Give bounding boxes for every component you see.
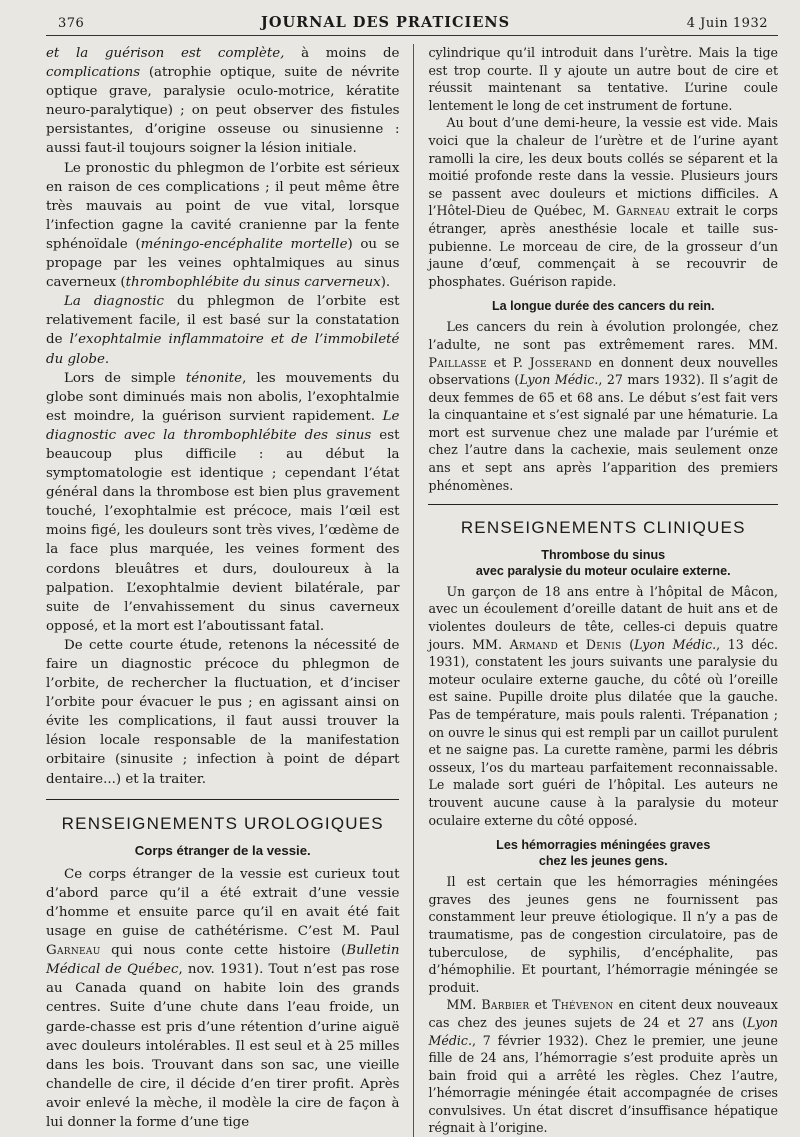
italic-span: Lyon Médic.	[519, 372, 599, 388]
text-run: ).	[380, 275, 391, 291]
text-run: cylindrique qu’il introduit dans l’urètre. Mais la tige est trop courte. Il y ajoute un autre bout de cire et réussit maintenant sa tentative. L’urine coule lentement le long de cet instrument de fortune.	[428, 45, 778, 113]
italic-span: thrombophlébite du sinus carverneux	[125, 275, 381, 291]
article-title-hemorragies	[428, 837, 778, 869]
text-run: extrait le corps étranger, après anesthésie locale et taille sus-pubienne. Le morceau de cire, de la grosseur d’un jaune d’œuf, commençait à se recouvrir de phosphates. Guérison rapide.	[428, 203, 779, 289]
article-title-line: chez les jeunes gens.	[538, 854, 668, 869]
text-run: , 13 déc. 1931), constatent les jours suivants une paralysie du moteur oculaire externe gauche, du côté où l’oreille est saine. Pupille droite plus dilatée que la gauche. Pas de température, mais pouls ralenti. Trépanation ; on ouvre le sinus qui est rempli par un caillot purulent et ne saigne pas. La curette ramène, parmi les débris osseux, l’os du marteau parfaitement reconnaissable. Le malade sort guéri de l’hôpital. Les auteurs ne trouvent aucune cause à la paralysie du moteur oculaire externe du côté opposé.	[428, 636, 778, 828]
author-name: Barbier	[481, 997, 530, 1013]
section-title-cliniques: RENSEIGNEMENTS CLINIQUES	[460, 518, 746, 538]
italic-span: l’exophtalmie inflammatoire et de l’immobileté du globe.	[46, 332, 400, 367]
two-column-body	[46, 44, 778, 1137]
text-run: en donnent deux nouvelles observations (	[428, 354, 778, 388]
article-title-cancers-rein: La longue durée des cancers du rein.	[491, 299, 715, 314]
text-run: Un garçon de 18 ans entre à l’hôpital de Mâcon, avec un écoulement d’oreille datant de huit ans et de violentes douleurs de tête, celles-ci depuis quatre jours. MM.	[428, 583, 778, 652]
text-run: et	[529, 997, 553, 1013]
article-title-thrombose	[428, 547, 778, 579]
page-number: 376	[58, 16, 85, 31]
text-run: à moins de	[284, 46, 400, 61]
text-run: qui nous conte cette histoire (	[100, 943, 347, 959]
paragraph	[46, 159, 399, 293]
text-run: (	[621, 636, 635, 652]
section-rule	[428, 504, 778, 505]
text-run: (atrophie optique, suite de névrite optique grave, paralysie oculo-motrice, kératite neuro-paralytique) ; on peut observer des fistules persistantes, d’origine osseuse ou sinusienne : aussi faut-il toujours soigner la lésion initiale.	[46, 65, 400, 157]
right-column	[420, 44, 778, 1137]
italic-span: complications	[46, 65, 141, 81]
author-name: Garneau	[46, 943, 101, 959]
section-title-urologiques: RENSEIGNEMENTS UROLOGIQUES	[61, 813, 384, 833]
text-run: , nov. 1931). Tout n’est pas rose au Canada quand on habite loin des grands centres. Suite d’une chute dans l’eau froide, un garde-chasse est pris d’une rétention d’urine aiguë avec douleurs intolérables. Il est seul et à 25 milles dans les bois. Trouvant dans son sac, une vieille chandelle de cire, il décide d’en tirer profit. Après avoir enlevé la mèche, il modèle la cire de façon à lui donner la forme d’une tige	[46, 962, 400, 1130]
text-run: et	[558, 636, 586, 652]
author-name: Paillasse	[428, 354, 487, 370]
left-column	[46, 44, 407, 1137]
paragraph	[428, 583, 778, 829]
running-head	[46, 14, 778, 36]
text-run: , 27 mars 1932). Il s’agit de deux femmes de 65 et 68 ans. Le début s’est fait vers la cinquantaine et s’est signalé par une hématurie. La mort est survenue chez une malade par l’urémie et chez l’autre dans la cachexie, mais seulement onze ans et sept ans après l’apparition des premiers phénomènes.	[428, 372, 778, 493]
italic-span: La diagnostic	[64, 294, 165, 310]
article-title-line: Les hémorragies méningées graves	[496, 838, 711, 853]
italic-span: Lyon Médic.	[634, 636, 717, 652]
text-run: du phlegmon de l’orbite est relativement facile, il est basé sur la constatation de	[46, 294, 400, 348]
text-run: en citent deux nouveaux cas chez des jeunes sujets de 24 et 27 ans (	[428, 997, 779, 1030]
text-run: MM.	[446, 997, 482, 1013]
author-name: Thévenon	[552, 997, 614, 1013]
paragraph	[46, 636, 399, 789]
paragraph	[428, 44, 778, 114]
text-run: Au bout d’une demi-heure, la vessie est vide. Mais voici que la chaleur de l’urètre et de l’urine ayant ramolli la cire, les deux bouts collés se séparent et la moitié profonde reste dans la vessie. Plusieurs jours se passent avec douleurs et mictions difficiles. A l’Hôtel-Dieu de Québec, M.	[428, 115, 778, 219]
paragraph	[428, 873, 778, 996]
text-run: ) ou se propage par les veines ophtalmiques au sinus caverneux (	[46, 236, 400, 291]
issue-date: 4 Juin 1932	[686, 16, 768, 31]
italic-span: méningo-encéphalite mortelle	[140, 236, 348, 252]
italic-span: Bulletin Médical de Québec	[46, 943, 400, 978]
author-name: Denis	[585, 636, 622, 652]
paragraph	[46, 865, 399, 1132]
text-run: est beaucoup plus difficile : au début la symptomatologie est identique ; cependant l’état général dans la thrombose est bien plus gravement touché, l’exophtalmie est précoce, mais l’œil est moins figé, les douleurs sont très vives, l’œdème de la face plus marquée, les veines forment des cordons bleuâtres et durs, douloureux à la palpation. L’exophtalmie devient bilatérale, par suite de l’envahissement du sinus caverneux opposé, et la mort est l’aboutissant fatal.	[46, 427, 400, 634]
author-name: Josserand	[529, 354, 592, 370]
text-run: Lors de simple	[64, 370, 186, 386]
article-title-corps-etranger: Corps étranger de la vessie.	[134, 842, 311, 858]
paragraph	[428, 996, 778, 1137]
paragraph	[46, 44, 399, 159]
text-run: et P.	[486, 354, 530, 370]
journal-title: JOURNAL DES PRATICIENS	[260, 14, 511, 31]
paragraph	[46, 369, 399, 636]
column-divider	[413, 44, 414, 1137]
author-name: Armand	[509, 636, 559, 652]
text-run: , les mouvements du globe sont diminués mais non abolis, l’exophtalmie est moindre, la guérison survient rapidement.	[46, 370, 400, 424]
text-run: Ce corps étranger de la vessie est curieux tout d’abord parce qu’il a été extrait d’une vessie d’homme et ensuite parce qu’il en avait été fait usage en guise de cathétérisme. C’est M. Paul	[46, 866, 400, 940]
paragraph	[428, 318, 778, 494]
article-title-line: Thrombose du sinus	[541, 547, 666, 562]
text-run: Les cancers du rein à évolution prolongée, chez l’adulte, ne sont pas extrêmement rares. MM.	[428, 319, 778, 352]
paragraph	[428, 114, 778, 290]
author-name: Garneau	[615, 203, 670, 219]
italic-span: Lyon Médic.	[428, 1014, 778, 1048]
paragraph	[46, 292, 399, 368]
italic-span: ténonite	[185, 370, 243, 386]
text-run: De cette courte étude, retenons la nécessité de faire un diagnostic précoce du phlegmon de l’orbite, de rechercher la fluctuation, et d’inciser l’orbite pour évacuer le pus ; en agissant ainsi on évite les complications, il faut aussi trouver la lésion locale responsable de la manifestation orbitaire (sinusite ; infection à point de départ dentaire...) et la traiter.	[46, 637, 400, 787]
text-run: , 7 février 1932). Chez le premier, une jeune fille de 24 ans, l’hémorragie s’est produite après un bain froid qui a arrêté les règles. Chez l’autre, l’hémorragie méningée était accompagnée de crises convulsives. Un état discret d’insuffisance hépatique régnait à l’origine.	[428, 1032, 778, 1136]
section-rule	[46, 799, 399, 800]
text-run: Il est certain que les hémorragies méningées graves des jeunes gens ne fournissent pas constamment leur preuve étiologique. Il n’y a pas de traumatisme, pas de congestion circulatoire, pas de tuberculose, de syphilis, d’encéphalite, pas d’hémophilie. Et pourtant, l’hémorragie méningée se produit.	[428, 874, 778, 995]
text-run: Le pronostic du phlegmon de l’orbite est sérieux en raison de ces complications ; il peut même être très mauvais au point de vue vital, lorsque l’infection gagne la cavité cranienne par la fente sphénoïdale (	[46, 160, 400, 252]
italic-span: et la guérison est complète,	[46, 46, 285, 61]
article-title-line: avec paralysie du moteur oculaire externe.	[475, 563, 731, 578]
italic-span: Le diagnostic avec la thrombophlébite des sinus	[46, 408, 400, 443]
